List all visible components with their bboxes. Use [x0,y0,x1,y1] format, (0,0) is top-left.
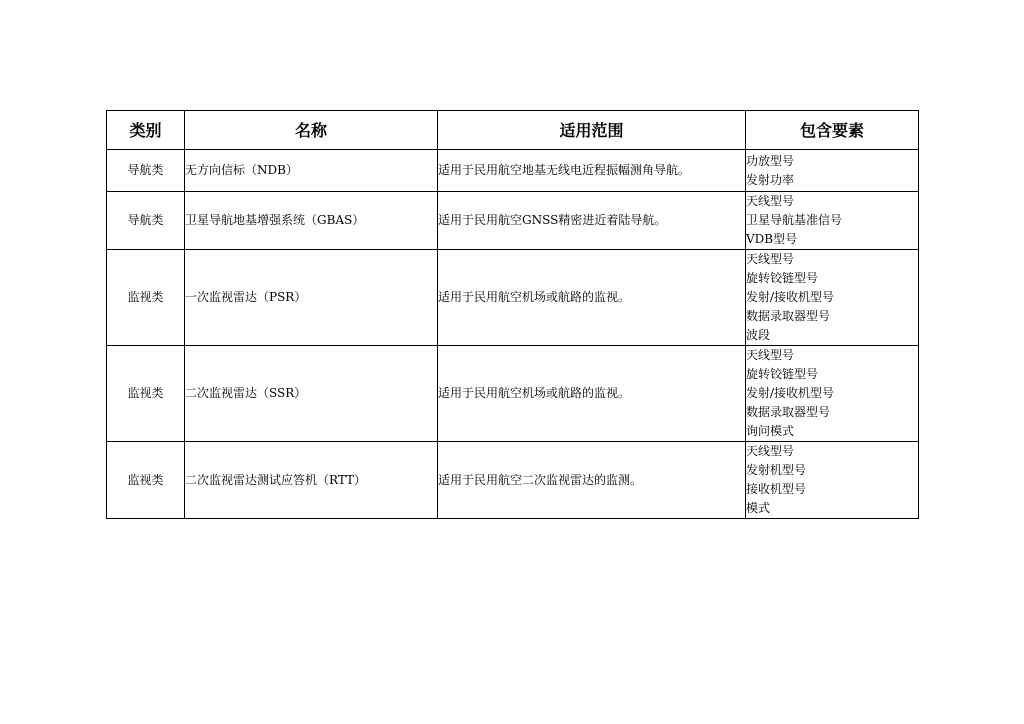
table-row [107,442,919,519]
cell-category: 导航类 [107,192,185,250]
element-item: 波段 [746,328,771,342]
element-item: 卫星导航基准信号 [746,213,843,227]
element-item: 数据录取器型号 [746,309,831,323]
table-body [107,150,919,519]
element-item: 发射/接收机型号 [746,290,835,304]
cell-scope: 适用于民用航空机场或航路的监视。 [438,250,746,346]
table-row [107,250,919,346]
element-item: 模式 [746,501,771,515]
header-elements: 包含要素 [746,111,919,150]
element-item: 功放型号 [746,153,795,168]
element-list [746,152,918,190]
element-item: 发射/接收机型号 [746,386,835,400]
cell-name: 二次监视雷达测试应答机（RTT） [185,442,438,519]
element-list [746,442,918,518]
cell-scope: 适用于民用航空二次监视雷达的监测。 [438,442,746,519]
element-item: VDB型号 [746,232,798,246]
element-item: 发射机型号 [746,463,807,477]
cell-name: 二次监视雷达（SSR） [185,346,438,442]
header-scope: 适用范围 [438,111,746,150]
table-row [107,346,919,442]
equipment-spec-table [106,110,919,519]
header-name: 名称 [185,111,438,150]
table-header [107,111,919,150]
element-item: 询问模式 [746,424,795,438]
cell-name: 卫星导航地基增强系统（GBAS） [185,192,438,250]
header-row [107,111,919,150]
element-item: 数据录取器型号 [746,405,831,419]
cell-category: 导航类 [107,150,185,192]
cell-elements [746,346,919,442]
cell-category: 监视类 [107,346,185,442]
cell-scope: 适用于民用航空机场或航路的监视。 [438,346,746,442]
table-row [107,150,919,192]
element-item: 发射功率 [746,172,795,187]
element-item: 天线型号 [746,252,795,266]
element-list [746,346,918,441]
cell-category: 监视类 [107,442,185,519]
element-item: 天线型号 [746,444,795,458]
cell-name: 一次监视雷达（PSR） [185,250,438,346]
cell-scope: 适用于民用航空地基无线电近程振幅测角导航。 [438,150,746,192]
header-category: 类别 [107,111,185,150]
element-item: 旋转铰链型号 [746,367,819,381]
cell-scope: 适用于民用航空GNSS精密进近着陆导航。 [438,192,746,250]
table-row [107,192,919,250]
cell-elements [746,192,919,250]
cell-name: 无方向信标（NDB） [185,150,438,192]
cell-elements [746,250,919,346]
cell-elements [746,442,919,519]
element-item: 旋转铰链型号 [746,271,819,285]
element-item: 天线型号 [746,348,795,362]
cell-elements [746,150,919,192]
element-item: 接收机型号 [746,482,807,496]
element-list [746,192,918,249]
element-item: 天线型号 [746,194,795,208]
element-list [746,250,918,345]
cell-category: 监视类 [107,250,185,346]
